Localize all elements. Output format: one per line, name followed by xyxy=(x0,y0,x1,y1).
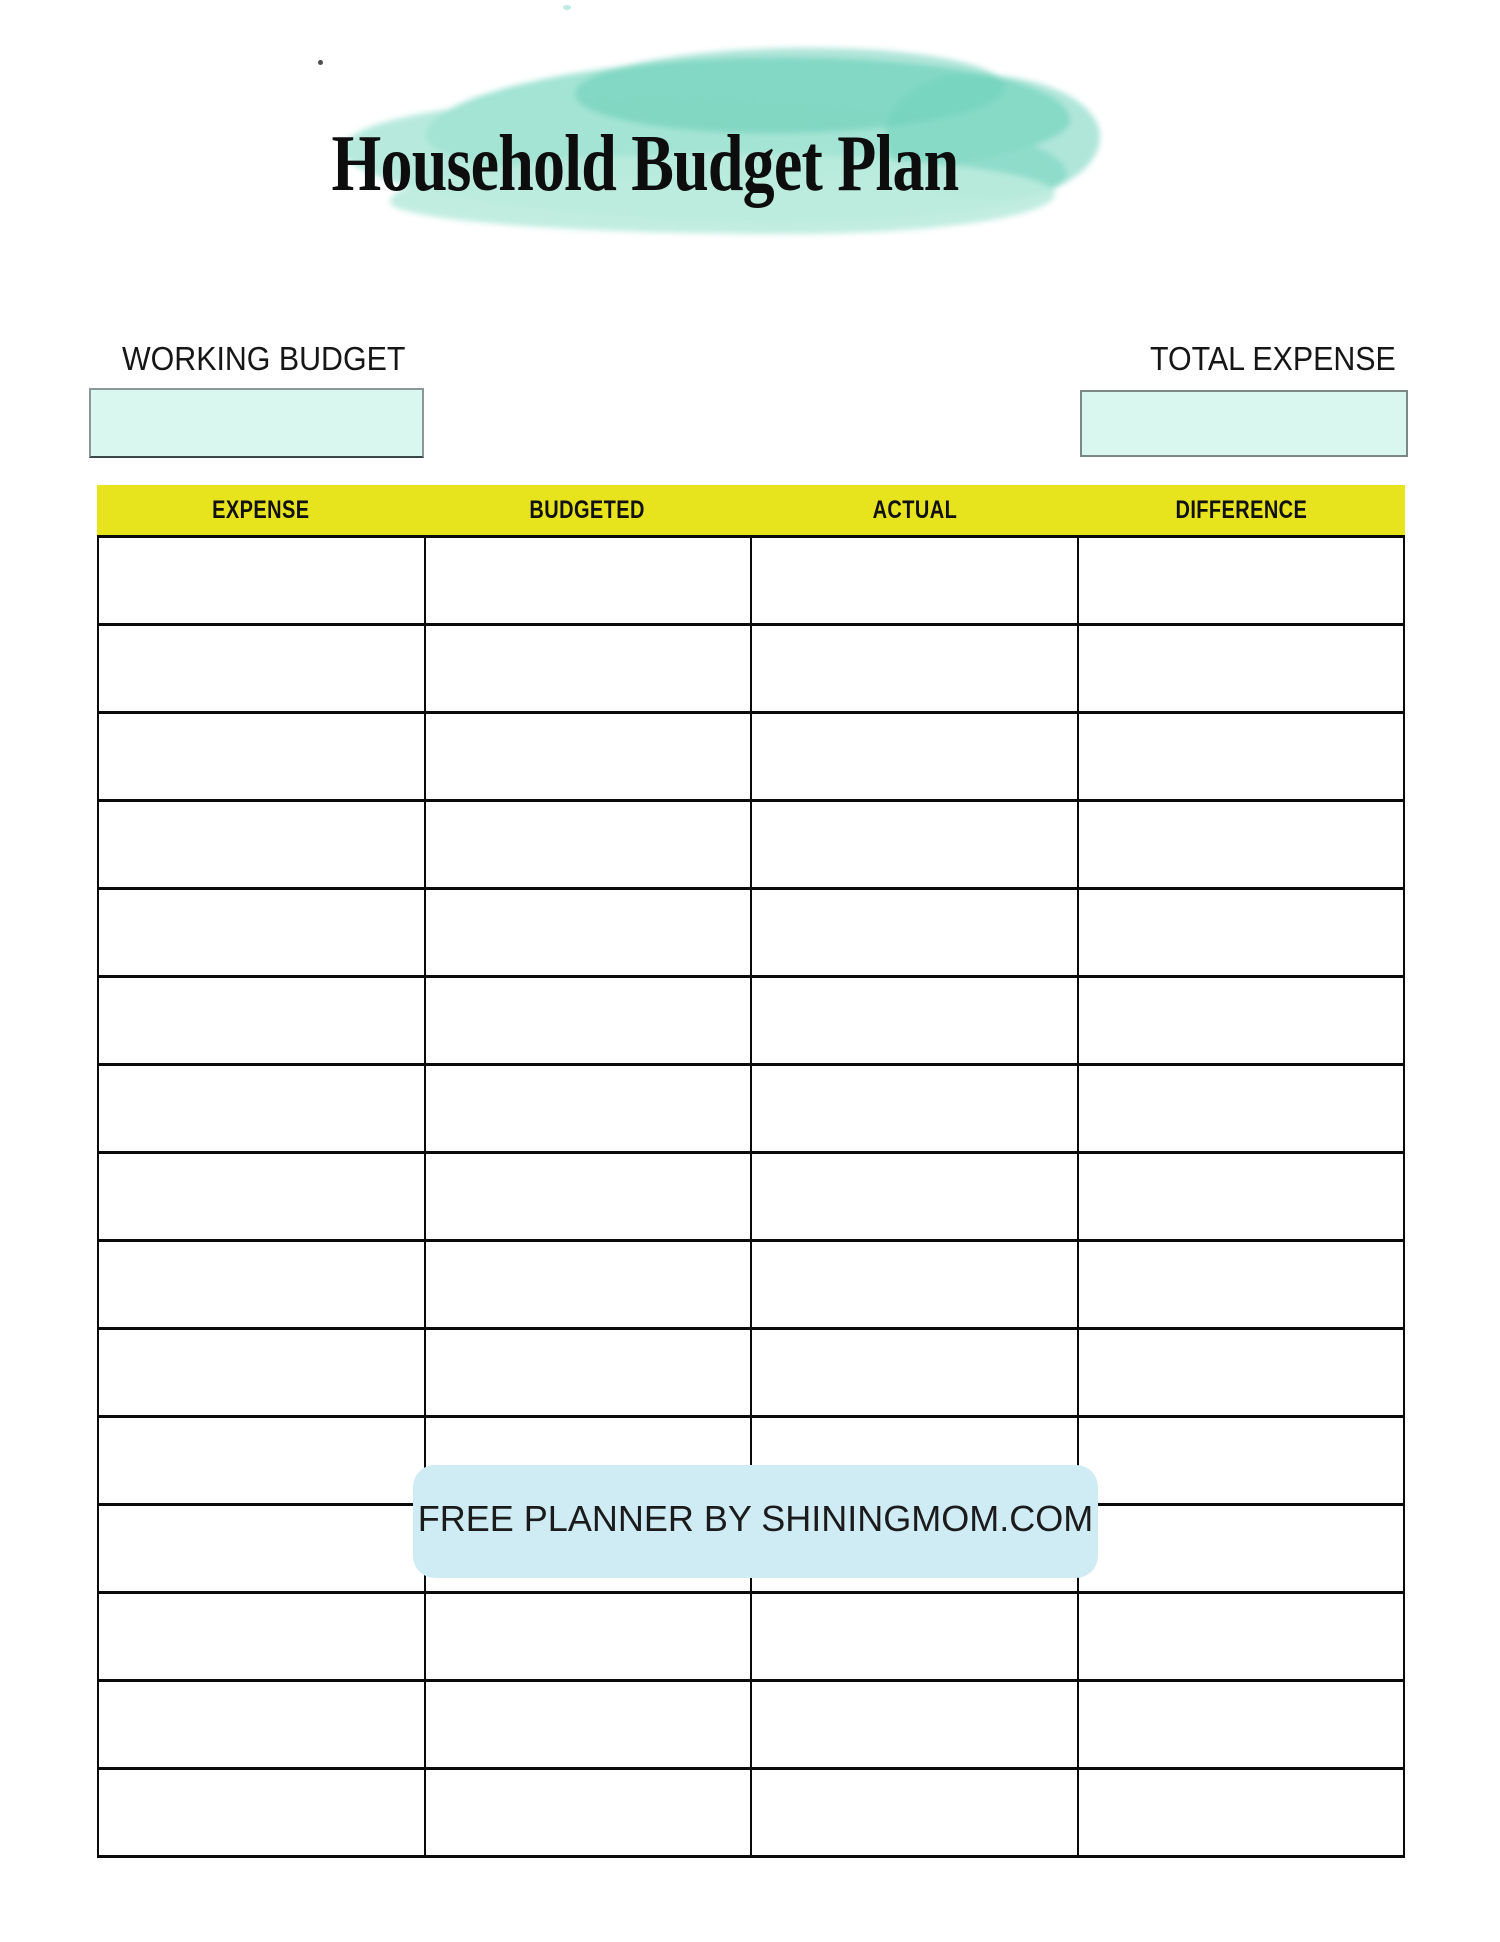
table-cell[interactable] xyxy=(425,713,752,801)
table-cell[interactable] xyxy=(1078,801,1405,889)
table-cell[interactable] xyxy=(751,537,1078,625)
column-header-expense: EXPENSE xyxy=(211,495,310,524)
table-cell[interactable] xyxy=(98,713,425,801)
table-row xyxy=(98,1065,1404,1153)
table-row xyxy=(98,889,1404,977)
table-cell[interactable] xyxy=(98,537,425,625)
table-row xyxy=(98,713,1404,801)
table-cell[interactable] xyxy=(751,1153,1078,1241)
table-cell[interactable] xyxy=(425,1769,752,1857)
table-row xyxy=(98,1241,1404,1329)
free-planner-banner-text: FREE PLANNER BY SHININGMOM.COM xyxy=(417,1497,1094,1539)
budget-table xyxy=(97,535,1405,1858)
table-cell[interactable] xyxy=(1078,977,1405,1065)
table-row xyxy=(98,977,1404,1065)
table-row xyxy=(98,1153,1404,1241)
total-expense-value-box[interactable] xyxy=(1080,390,1408,457)
table-cell[interactable] xyxy=(98,1241,425,1329)
ink-speck xyxy=(563,5,571,10)
table-cell[interactable] xyxy=(751,1681,1078,1769)
table-cell[interactable] xyxy=(425,1241,752,1329)
table-cell[interactable] xyxy=(1078,1153,1405,1241)
table-cell[interactable] xyxy=(1078,1593,1405,1681)
working-budget-value-box[interactable] xyxy=(89,388,424,458)
table-cell[interactable] xyxy=(425,1681,752,1769)
table-cell[interactable] xyxy=(98,1681,425,1769)
column-header-budgeted: BUDGETED xyxy=(529,495,646,524)
table-cell[interactable] xyxy=(98,1329,425,1417)
table-cell[interactable] xyxy=(98,625,425,713)
working-budget-label: WORKING BUDGET xyxy=(122,340,406,377)
table-cell[interactable] xyxy=(751,1329,1078,1417)
table-cell[interactable] xyxy=(751,1241,1078,1329)
table-cell[interactable] xyxy=(425,1329,752,1417)
table-row xyxy=(98,801,1404,889)
table-cell[interactable] xyxy=(1078,1417,1405,1505)
table-row xyxy=(98,537,1404,625)
table-cell[interactable] xyxy=(98,1769,425,1857)
budget-table-body xyxy=(98,537,1404,1857)
table-cell[interactable] xyxy=(751,1769,1078,1857)
table-cell[interactable] xyxy=(751,1065,1078,1153)
table-cell[interactable] xyxy=(425,977,752,1065)
table-cell[interactable] xyxy=(1078,537,1405,625)
table-cell[interactable] xyxy=(98,1153,425,1241)
table-cell[interactable] xyxy=(98,1065,425,1153)
table-cell[interactable] xyxy=(1078,1681,1405,1769)
table-row xyxy=(98,1681,1404,1769)
table-row xyxy=(98,1329,1404,1417)
table-cell[interactable] xyxy=(425,889,752,977)
budget-table-header xyxy=(97,485,1405,535)
table-cell[interactable] xyxy=(1078,889,1405,977)
table-cell[interactable] xyxy=(1078,1329,1405,1417)
ink-dot xyxy=(318,60,323,65)
table-cell[interactable] xyxy=(98,977,425,1065)
table-row xyxy=(98,625,1404,713)
table-cell[interactable] xyxy=(98,889,425,977)
total-expense-label: TOTAL EXPENSE xyxy=(1150,340,1396,377)
table-cell[interactable] xyxy=(751,977,1078,1065)
table-cell[interactable] xyxy=(751,801,1078,889)
table-cell[interactable] xyxy=(1078,625,1405,713)
table-cell[interactable] xyxy=(1078,1505,1405,1593)
table-cell[interactable] xyxy=(1078,1769,1405,1857)
column-header-difference: DIFFERENCE xyxy=(1175,495,1308,524)
table-cell[interactable] xyxy=(425,1065,752,1153)
table-cell[interactable] xyxy=(1078,1241,1405,1329)
free-planner-banner xyxy=(413,1465,1098,1578)
table-row xyxy=(98,1769,1404,1857)
table-cell[interactable] xyxy=(751,1593,1078,1681)
table-cell[interactable] xyxy=(425,537,752,625)
column-header-actual: ACTUAL xyxy=(872,495,957,524)
page-title: Household Budget Plan xyxy=(331,120,959,208)
table-cell[interactable] xyxy=(1078,1065,1405,1153)
table-cell[interactable] xyxy=(1078,713,1405,801)
table-cell[interactable] xyxy=(425,1593,752,1681)
table-cell[interactable] xyxy=(98,1505,425,1593)
table-cell[interactable] xyxy=(751,625,1078,713)
table-row xyxy=(98,1593,1404,1681)
table-cell[interactable] xyxy=(98,801,425,889)
table-cell[interactable] xyxy=(751,713,1078,801)
table-cell[interactable] xyxy=(425,1153,752,1241)
table-cell[interactable] xyxy=(98,1593,425,1681)
table-cell[interactable] xyxy=(425,625,752,713)
table-cell[interactable] xyxy=(751,889,1078,977)
table-cell[interactable] xyxy=(425,801,752,889)
table-cell[interactable] xyxy=(98,1417,425,1505)
